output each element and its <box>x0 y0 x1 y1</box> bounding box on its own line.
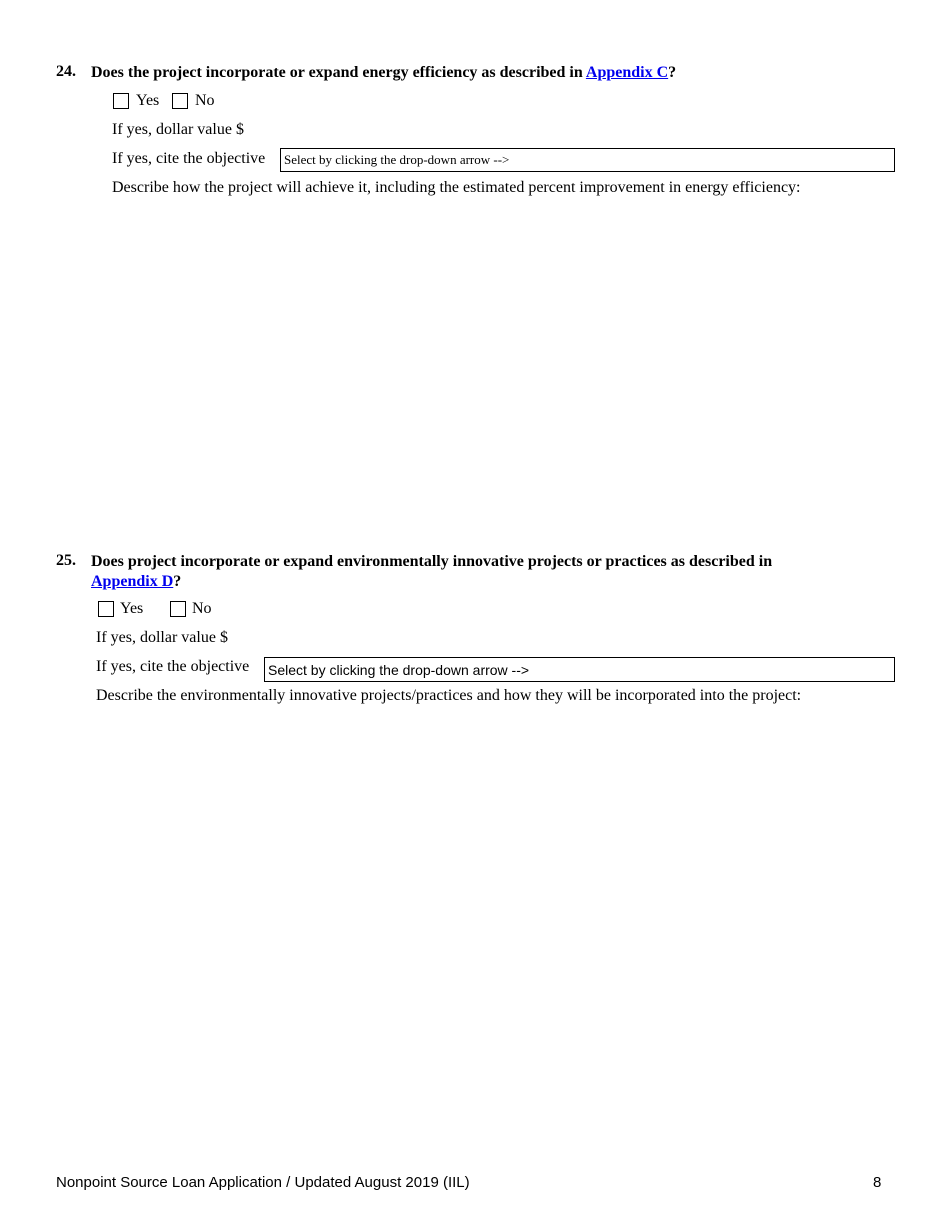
q24-description-area[interactable] <box>112 204 895 534</box>
q24-no-label: No <box>195 92 215 109</box>
q24-dollar-label: If yes, dollar value $ <box>112 121 244 138</box>
q25-question-line2 <box>91 572 181 592</box>
appendix-c-link[interactable]: Appendix C <box>585 64 669 81</box>
q25-dollar-label: If yes, dollar value $ <box>96 629 228 646</box>
q25-yes-checkbox[interactable] <box>98 601 114 617</box>
q24-yes-checkbox[interactable] <box>113 93 129 109</box>
footer-title: Nonpoint Source Loan Application / Updated August 2019 (IIL) <box>56 1174 470 1191</box>
q24-number: 24. <box>56 63 76 80</box>
q24-yes-label: Yes <box>136 92 160 109</box>
q25-objective-value: Select by clicking the drop-down arrow --> <box>268 661 530 678</box>
q24-describe-label: Describe how the project will achieve it, including the estimated percent improvement in energy efficiency: <box>112 179 801 196</box>
q24-objective-dropdown[interactable] <box>280 148 895 172</box>
q25-yes-label: Yes <box>120 600 144 617</box>
q25-description-area[interactable] <box>96 712 895 1142</box>
q24-question <box>91 63 676 83</box>
q25-no-label: No <box>192 600 212 617</box>
q25-question-end: ? <box>173 573 182 590</box>
page-number: 8 <box>873 1174 882 1191</box>
q24-objective-value: Select by clicking the drop-down arrow --> <box>284 152 510 167</box>
q25-describe-label: Describe the environmentally innovative projects/practices and how they will be incorporated into the project: <box>96 687 802 704</box>
q25-objective-label: If yes, cite the objective <box>96 658 250 675</box>
appendix-d-link[interactable]: Appendix D <box>91 573 174 590</box>
q24-objective-label: If yes, cite the objective <box>112 150 266 167</box>
q25-objective-dropdown[interactable] <box>264 657 895 682</box>
q24-no-checkbox[interactable] <box>172 93 188 109</box>
q25-number: 25. <box>56 552 76 569</box>
q25-no-checkbox[interactable] <box>170 601 186 617</box>
q25-question: Does project incorporate or expand environmentally innovative projects or practices as described in <box>91 553 773 570</box>
q24-question-end: ? <box>668 64 677 81</box>
q24-question-text: Does the project incorporate or expand energy efficiency as described in <box>91 64 586 81</box>
